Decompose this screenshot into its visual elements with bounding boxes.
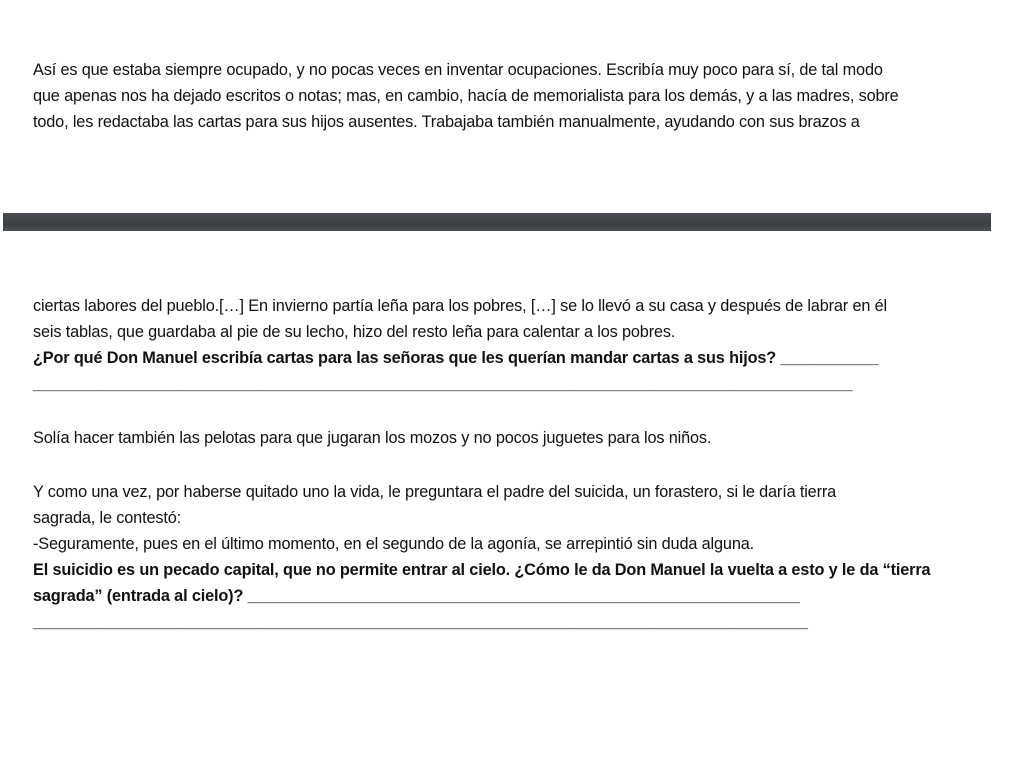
upper-paragraph-line-2: que apenas nos ha dejado escritos o notas; mas, en cambio, hacía de memorialista para los demás, y a las madres, sobre	[33, 87, 899, 105]
page-break-divider	[3, 213, 991, 231]
question-1-answer-line[interactable]: ____________________________________________________________________________________________	[33, 375, 853, 393]
question-2-answer-line[interactable]: _______________________________________________________________________________________	[33, 613, 808, 631]
question-2-text-line-1: El suicidio es un pecado capital, que no permite entrar al cielo. ¿Cómo le da Don Manuel la vuelta a esto y le da “tierra	[33, 561, 931, 579]
question-2-text-line-2[interactable]: sagrada” (entrada al cielo)? ______________________________________________________________	[33, 587, 800, 605]
paragraph-2: Solía hacer también las pelotas para que jugaran los mozos y no pocos juguetes para los niños.	[33, 429, 712, 447]
paragraph-1-line-1: ciertas labores del pueblo.[…] En invierno partía leña para los pobres, […] se lo llevó a su casa y después de labrar en él	[33, 297, 887, 315]
paragraph-3-line-3: -Seguramente, pues en el último momento, en el segundo de la agonía, se arrepintió sin duda alguna.	[33, 535, 755, 553]
upper-paragraph-line-1: Así es que estaba siempre ocupado, y no pocas veces en inventar ocupaciones. Escribía muy poco para sí, de tal modo	[33, 61, 883, 79]
upper-paragraph-line-3: todo, les redactaba las cartas para sus hijos ausentes. Trabajaba también manualmente, ayudando con sus brazos a	[33, 113, 860, 131]
paragraph-1-line-2: seis tablas, que guardaba al pie de su lecho, hizo del resto leña para calentar a los pobres.	[33, 323, 676, 341]
question-1-text: ¿Por qué Don Manuel escribía cartas para las señoras que les querían mandar cartas a sus hijos? ___________	[33, 349, 879, 367]
paragraph-3-line-1: Y como una vez, por haberse quitado uno la vida, le preguntara el padre del suicida, un forastero, si le daría tierra	[33, 483, 837, 501]
paragraph-3-line-2: sagrada, le contestó:	[33, 509, 182, 527]
